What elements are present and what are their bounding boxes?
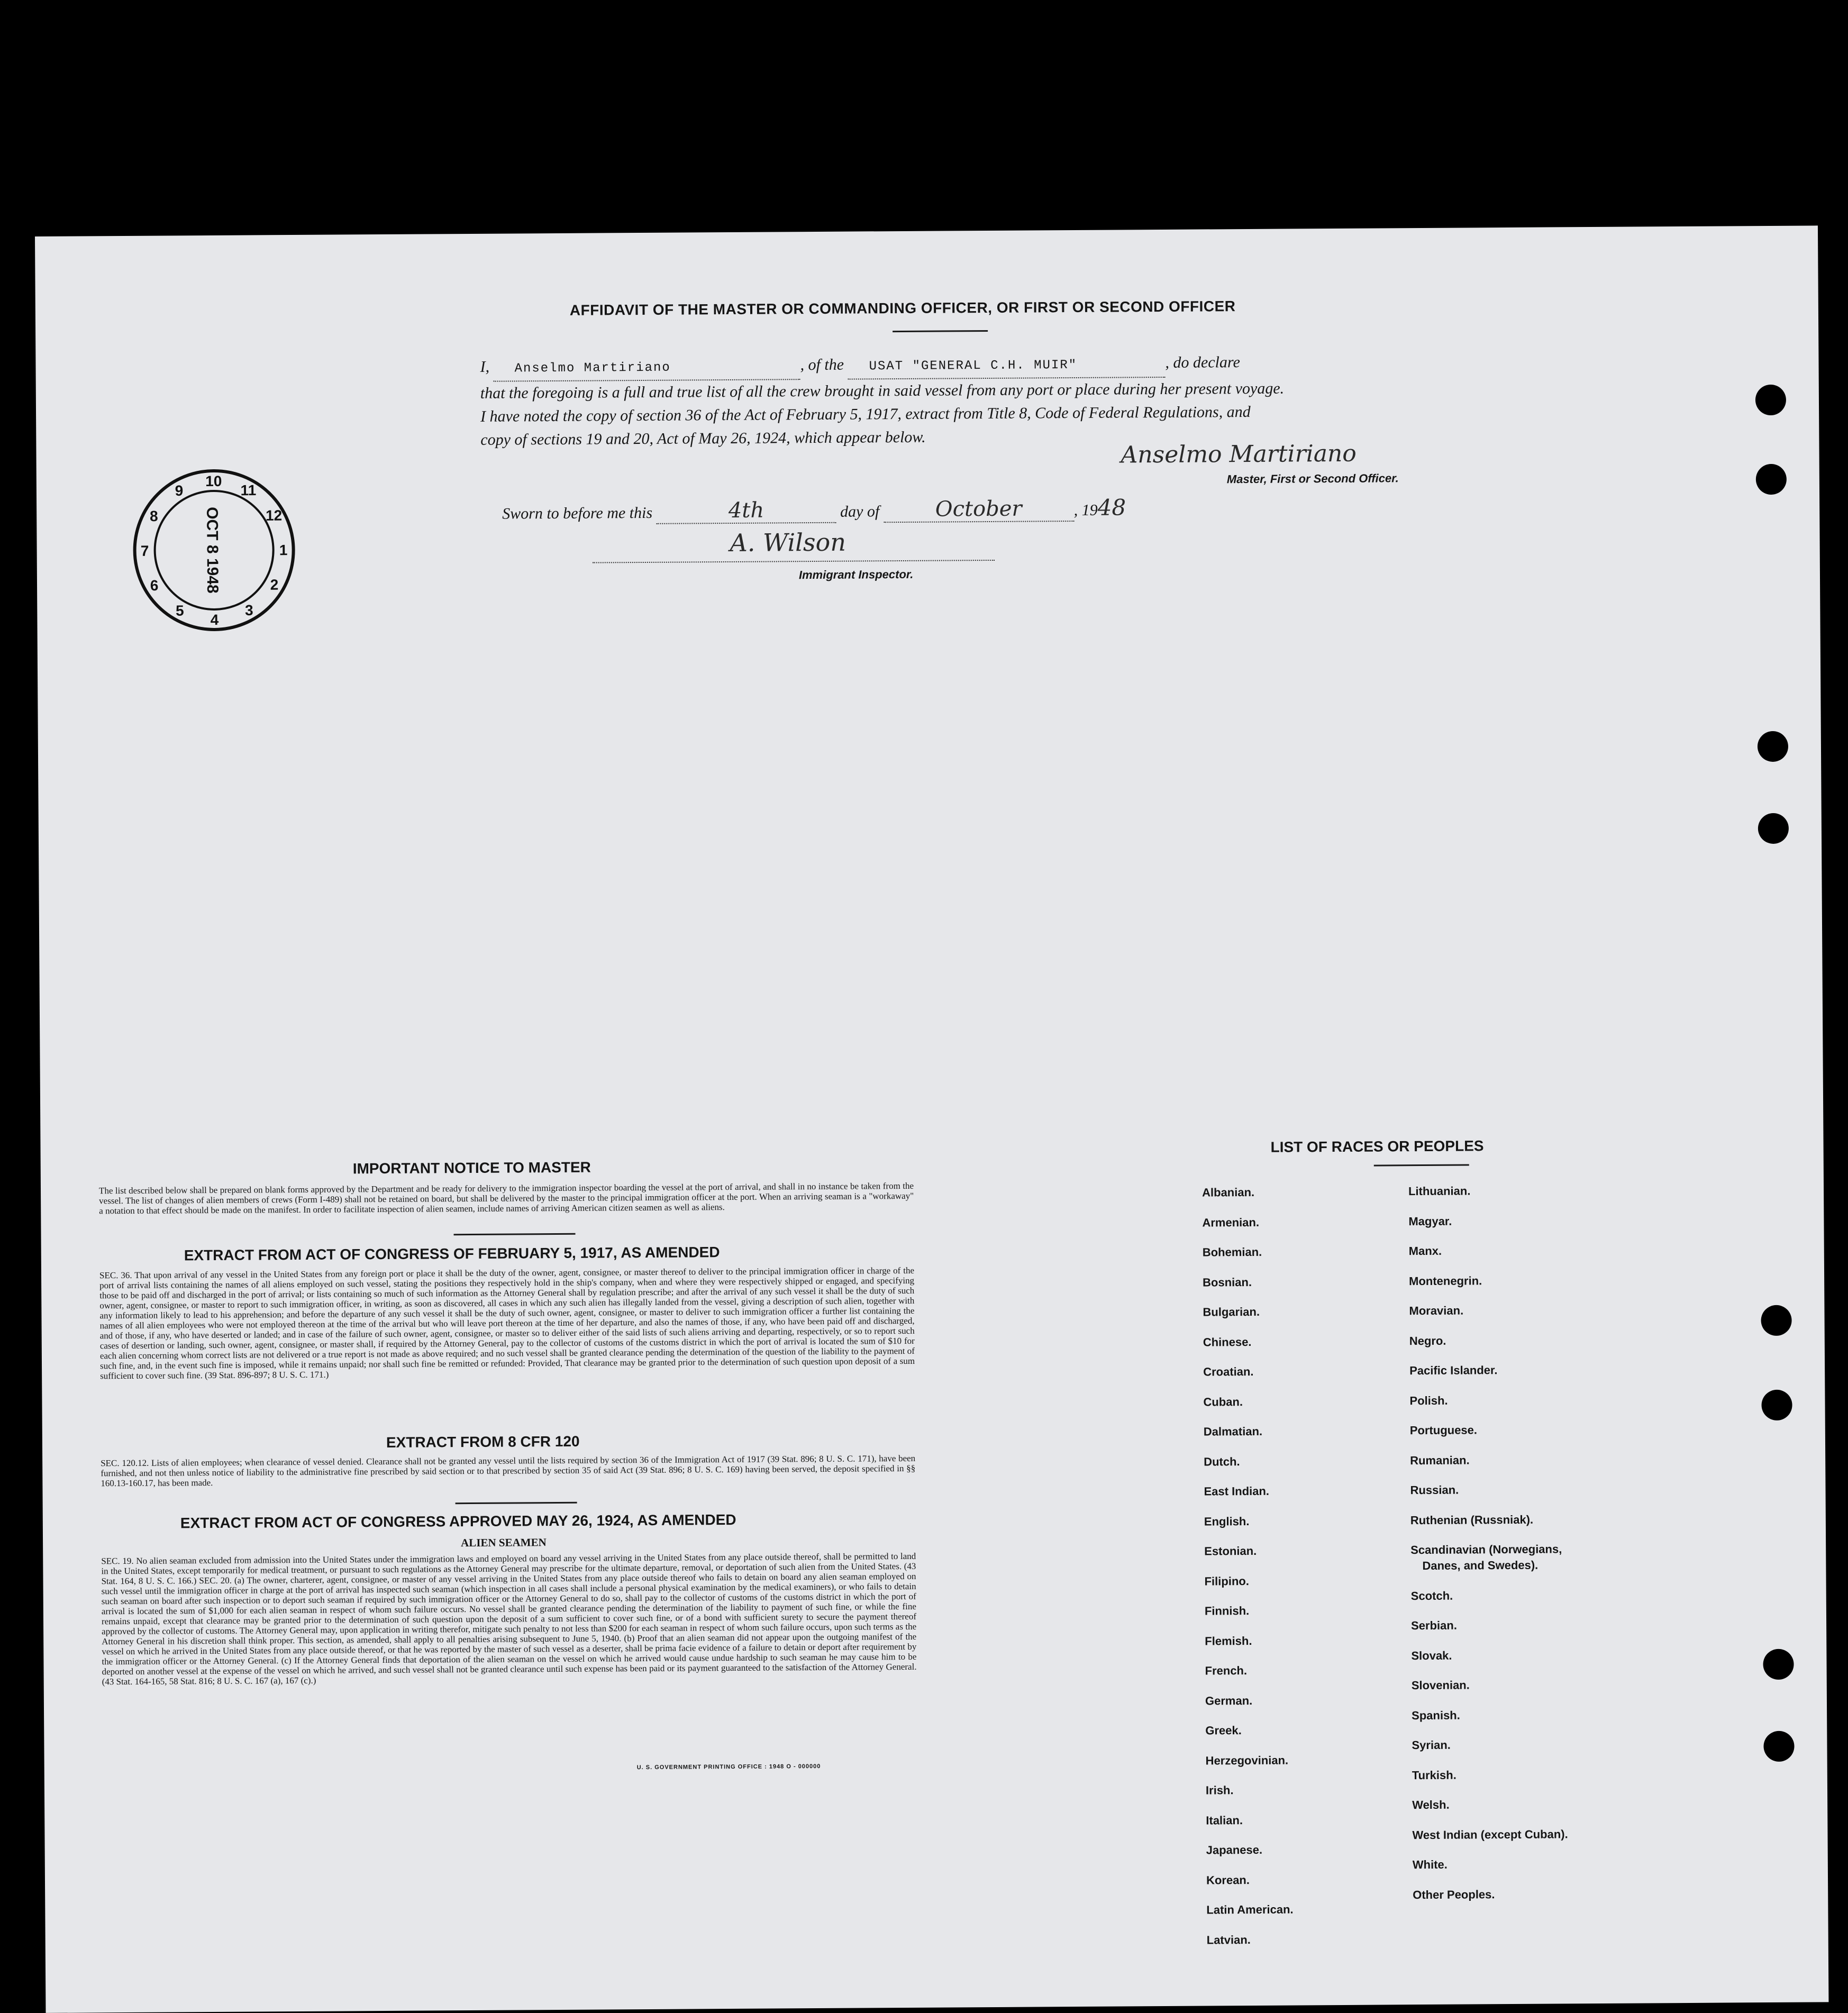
- race-item: Greek.: [1205, 1724, 1242, 1737]
- race-item: Portuguese.: [1409, 1423, 1478, 1437]
- race-item: Estonian.: [1204, 1544, 1257, 1558]
- stamp-number: 1: [279, 542, 288, 559]
- affidavit-line-2: that the foregoing is a full and true list of all the crew brought in said vessel from any port or place during her present voyage.: [480, 379, 1285, 402]
- extract-cfr-title: EXTRACT FROM 8 CFR 120: [386, 1433, 580, 1451]
- affidavit-line-3: I have noted the copy of section 36 of the Act of February 5, 1917, extract from Title 8, Code of Federal Regulations, and: [480, 403, 1251, 425]
- race-item: Japanese.: [1206, 1843, 1263, 1857]
- notice-text: The list described below shall be prepared on blank forms approved by the Department and be ready for delivery to the immigration inspector boarding the vessel at the port of arrival, and shall in no instance be taken from the vessel. The list of changes of alien members of crews (Form I-489) shall not be retained on board, but shall be delivered by the master to the principal immigration officer at the port. When an arriving seaman is a "workaway" a notation to that effect should be made on the manifest. In order to facilitate inspection of alien seamen, include names of arriving American citizen seamen as well as aliens.: [98, 1180, 914, 1216]
- race-item: Chinese.: [1203, 1335, 1252, 1349]
- race-item: Bosnian.: [1203, 1275, 1252, 1289]
- race-item: French.: [1205, 1664, 1248, 1678]
- races-title: LIST OF RACES OR PEOPLES: [1270, 1137, 1484, 1155]
- extract-1924-title: EXTRACT FROM ACT OF CONGRESS APPROVED MAY 26, 1924, AS AMENDED: [180, 1511, 736, 1532]
- inspector-caption: Immigrant Inspector.: [798, 567, 914, 582]
- title-rule: [893, 330, 988, 332]
- race-item: Scandinavian (Norwegians,: [1410, 1542, 1562, 1557]
- race-item: Magyar.: [1408, 1214, 1452, 1228]
- stamp-date: OCT 8 1948: [203, 507, 222, 594]
- extract-cfr-text: SEC. 120.12. Lists of alien employees; when clearance of vessel denied. Clearance shall not be granted any vessel until the lists required by section 36 of the Immigration Act of 1917 (39 Stat. 896; 8 U. S. C. 171), have been furnished, and not then unless notice of liability to the administrative fine prescribed by said section or to that prescribed by section 35 of said Act (39 Stat. 896; 8 U. S. C. 169) having been served, the deposit specified in §§ 160.13-160.17, has been made.: [101, 1453, 916, 1489]
- race-item: Montenegrin.: [1409, 1273, 1482, 1288]
- race-item: West Indian (except Cuban).: [1412, 1827, 1568, 1842]
- race-item: Pacific Islander.: [1409, 1363, 1498, 1378]
- cfr-rule: [456, 1502, 577, 1504]
- stamp-number: 4: [210, 611, 219, 628]
- race-item: Slovenian.: [1411, 1678, 1470, 1692]
- race-item: Herzegovinian.: [1205, 1753, 1289, 1768]
- race-item: English.: [1204, 1514, 1250, 1528]
- race-item: Dalmatian.: [1203, 1424, 1263, 1438]
- race-item: Rumanian.: [1410, 1453, 1470, 1467]
- race-item: Armenian.: [1202, 1215, 1260, 1229]
- race-item: Filipino.: [1204, 1574, 1249, 1588]
- master-signature: Anselmo Martiriano: [1121, 440, 1357, 469]
- race-item: German.: [1205, 1693, 1253, 1708]
- race-item: Latin American.: [1206, 1902, 1294, 1917]
- affidavit-title: AFFIDAVIT OF THE MASTER OR COMMANDING OFFICER, OR FIRST OR SECOND OFFICER: [569, 298, 1236, 318]
- affidavit-i: I,: [480, 358, 490, 376]
- race-item: East Indian.: [1204, 1484, 1270, 1498]
- document-page: [35, 225, 1828, 2013]
- do-declare-label: , do declare: [1165, 353, 1240, 371]
- race-item: Scotch.: [1410, 1589, 1453, 1602]
- stamp-number: 2: [270, 576, 279, 593]
- race-item: Turkish.: [1412, 1768, 1456, 1782]
- punch-hole: [1758, 813, 1789, 844]
- race-item: Other Peoples.: [1413, 1887, 1495, 1901]
- day-field: 4th: [656, 498, 836, 524]
- stamp-number: 8: [149, 508, 158, 525]
- race-item: Spanish.: [1412, 1708, 1460, 1722]
- affidavit-paragraph: [480, 349, 1475, 451]
- race-item: Negro.: [1409, 1334, 1446, 1347]
- stamp-number: 12: [265, 507, 283, 524]
- inspector-signature: A. Wilson: [730, 527, 846, 557]
- race-item: Danes, and Swedes).: [1422, 1558, 1539, 1573]
- vessel-name-field: USAT "GENERAL C.H. MUIR": [848, 353, 1165, 380]
- year-prefix: , 19: [1073, 501, 1098, 520]
- stamp-number: 7: [140, 542, 149, 559]
- race-item: Dutch.: [1204, 1454, 1240, 1469]
- race-item: Albanian.: [1202, 1185, 1255, 1199]
- inspection-date-stamp: [126, 462, 302, 638]
- stamp-number: 3: [244, 602, 253, 618]
- affidavit-line-4: copy of sections 19 and 20, Act of May 26, 1924, which appear below.: [480, 428, 926, 449]
- races-rule: [1374, 1164, 1469, 1166]
- sworn-label: Sworn to before me this: [502, 504, 653, 523]
- punch-hole: [1755, 385, 1786, 415]
- month-field: October: [884, 496, 1074, 523]
- race-item: Moravian.: [1409, 1304, 1464, 1318]
- stamp-number: 11: [240, 482, 257, 499]
- day-of-label: day of: [840, 503, 880, 521]
- punch-hole: [1761, 1305, 1791, 1336]
- race-item: Serbian.: [1411, 1618, 1457, 1633]
- master-caption: Master, First or Second Officer.: [1226, 471, 1399, 486]
- race-item: Latvian.: [1206, 1933, 1251, 1947]
- race-item: Irish.: [1205, 1783, 1234, 1797]
- stamp-number: 10: [205, 472, 222, 490]
- race-item: Bulgarian.: [1203, 1305, 1260, 1319]
- extract-1924-subtitle: ALIEN SEAMEN: [461, 1536, 547, 1550]
- stamp-number: 5: [175, 602, 184, 619]
- stamp-number: 9: [175, 482, 184, 499]
- race-item: Bohemian.: [1202, 1245, 1262, 1259]
- race-item: Italian.: [1206, 1813, 1243, 1827]
- race-item: Welsh.: [1412, 1798, 1450, 1812]
- inspector-signature-line: [593, 560, 995, 563]
- printing-office-line: U. S. GOVERNMENT PRINTING OFFICE : 1948 O - 000000: [636, 1763, 821, 1771]
- race-item: Korean.: [1206, 1873, 1250, 1887]
- race-item: Manx.: [1408, 1244, 1442, 1258]
- punch-hole: [1758, 731, 1788, 762]
- race-item: Ruthenian (Russniak).: [1410, 1513, 1534, 1527]
- notice-rule: [454, 1233, 576, 1235]
- sworn-line: [502, 494, 1126, 525]
- year-field: 48: [1097, 494, 1126, 521]
- race-item: Slovak.: [1411, 1648, 1452, 1662]
- stamp-number: 6: [150, 577, 159, 594]
- punch-hole: [1763, 1649, 1794, 1680]
- race-item: Russian.: [1410, 1483, 1459, 1497]
- extract-1917-text: SEC. 36. That upon arrival of any vessel in the United States from any foreign port or place it shall be the duty of the owner, agent, consignee, or master thereof to deliver to the principal immigration officer in charge of the port of arrival lists containing the names of all aliens employed on such vessel, stating the positions they respectively hold in the ship's company, when and where they were respectively shipped or engaged, and specifying those to be paid off and discharged in the port of arrival; or lists containing so much of such information as the Attorney General shall by regulation prescribe; and after the arrival of any such vessel it shall be the duty of such owner, agent, consignee, or master to report to such immigration officer, in writing, as soon as discovered, all cases in which any such alien has illegally landed from the vessel, giving a description of such alien, together with any information likely to lead to his apprehension; and before the departure of any such vessel it shall be the duty of such owner, agent, consignee, or master to deliver to such immigration officer a further list containing the names of all alien employees who were not employed thereon at the time of the arrival but who will leave port thereon at the time of her departure, and also the names of those, if any, who have been paid off and discharged, and of those, if any, who have deserted or landed; and in case of the failure of such owner, agent, consignee, or master so to deliver either of the said lists of such aliens arriving and departing, respectively, or so to report such cases of desertion or landing, such owner, agent, consignee, or master shall, if required by the Attorney General, pay to the collector of customs of the customs district in which the port of arrival is located the sum of $10 for each alien concerning whom correct lists are not delivered or a true report is not made as above required; and no such vessel shall be granted clearance pending the determination of the question of the liability to the payment of such fine, and, in the event such fine is imposed, while it remains unpaid; nor shall such fine be remitted or refunded: Provided, That clearance may be granted prior to the determination of such question upon deposit of a sum sufficient to cover such fine. (39 Stat. 896-897; 8 U. S. C. 171.): [99, 1265, 915, 1381]
- race-item: Croatian.: [1203, 1364, 1254, 1379]
- master-name-field: Anselmo Martiriano: [493, 356, 800, 382]
- of-the-label: , of the: [800, 356, 844, 374]
- notice-title: IMPORTANT NOTICE TO MASTER: [352, 1159, 591, 1177]
- extract-1917-title: EXTRACT FROM ACT OF CONGRESS OF FEBRUARY 5, 1917, AS AMENDED: [184, 1244, 720, 1264]
- race-item: White.: [1412, 1857, 1448, 1872]
- race-item: Polish.: [1409, 1393, 1448, 1407]
- race-item: Cuban.: [1203, 1395, 1243, 1409]
- punch-hole: [1763, 1731, 1794, 1762]
- punch-hole: [1761, 1390, 1792, 1420]
- extract-1924-text: SEC. 19. No alien seaman excluded from admission into the United States under the immigration laws and employed on board any vessel arriving in the United States from any place outside thereof, shall be permitted to land in the United States, except temporarily for medical treatment, or pursuant to such regulations as the Attorney General may prescribe for the ultimate departure, removal, or deportation of such alien from the United States. (43 Stat. 164, 8 U. S. C. 166.) SEC. 20. (a) The owner, charterer, agent, consignee, or master of any vessel arriving in the United States from any place outside thereof who fails to detain on board any alien seaman employed on such vessel until the immigration officer in charge at the port of arrival has inspected such seaman (which inspection in all cases shall include a personal physical examination by the medical examiners), or who fails to detain such seaman on board after such inspection or to deport such seaman if required by such immigration officer or the Attorney General to do so, shall pay to the collector of customs of the customs district in which the port of arrival is located the sum of $1,000 for each alien seaman in respect of whom such failure occurs. No vessel shall be granted clearance pending the determination of the liability to payment of such fine, or while the fine remains unpaid, except that clearance may be granted prior to the determination of such question upon the deposit of a sum sufficient to cover such fine, or of a bond with sufficient surety to secure the payment thereof approved by the collector of customs. The Attorney General may, upon application in writing therefor, mitigate such penalty to not less than $200 for each seaman in respect of whom such failure occurs, upon such terms as the Attorney General in his discretion shall think proper. This section, as amended, shall apply to all penalties arising subsequent to June 5, 1940. (b) Proof that an alien seaman did not appear upon the outgoing manifest of the vessel on which he arrived in the United States from any place outside thereof, or that he was reported by the master of such vessel as a deserter, shall be prima facie evidence of a failure to detain or deport after requirement by the immigration officer or the Attorney General. (c) If the Attorney General finds that deportation of the alien seaman on the vessel on which he arrived would cause undue hardship to such seaman he may cause him to be deported on another vessel at the expense of the vessel on which he arrived, and such vessel shall not be granted clearance until such expense has been paid or its payment guaranteed to the satisfaction of the Attorney General. (43 Stat. 164-165, 58 Stat. 816; 8 U. S. C. 167 (a), 167 (c).): [101, 1551, 917, 1687]
- race-item: Finnish.: [1204, 1604, 1250, 1618]
- race-item: Lithuanian.: [1408, 1184, 1471, 1198]
- race-item: Syrian.: [1412, 1738, 1451, 1752]
- race-item: Flemish.: [1205, 1634, 1252, 1648]
- punch-hole: [1756, 464, 1787, 495]
